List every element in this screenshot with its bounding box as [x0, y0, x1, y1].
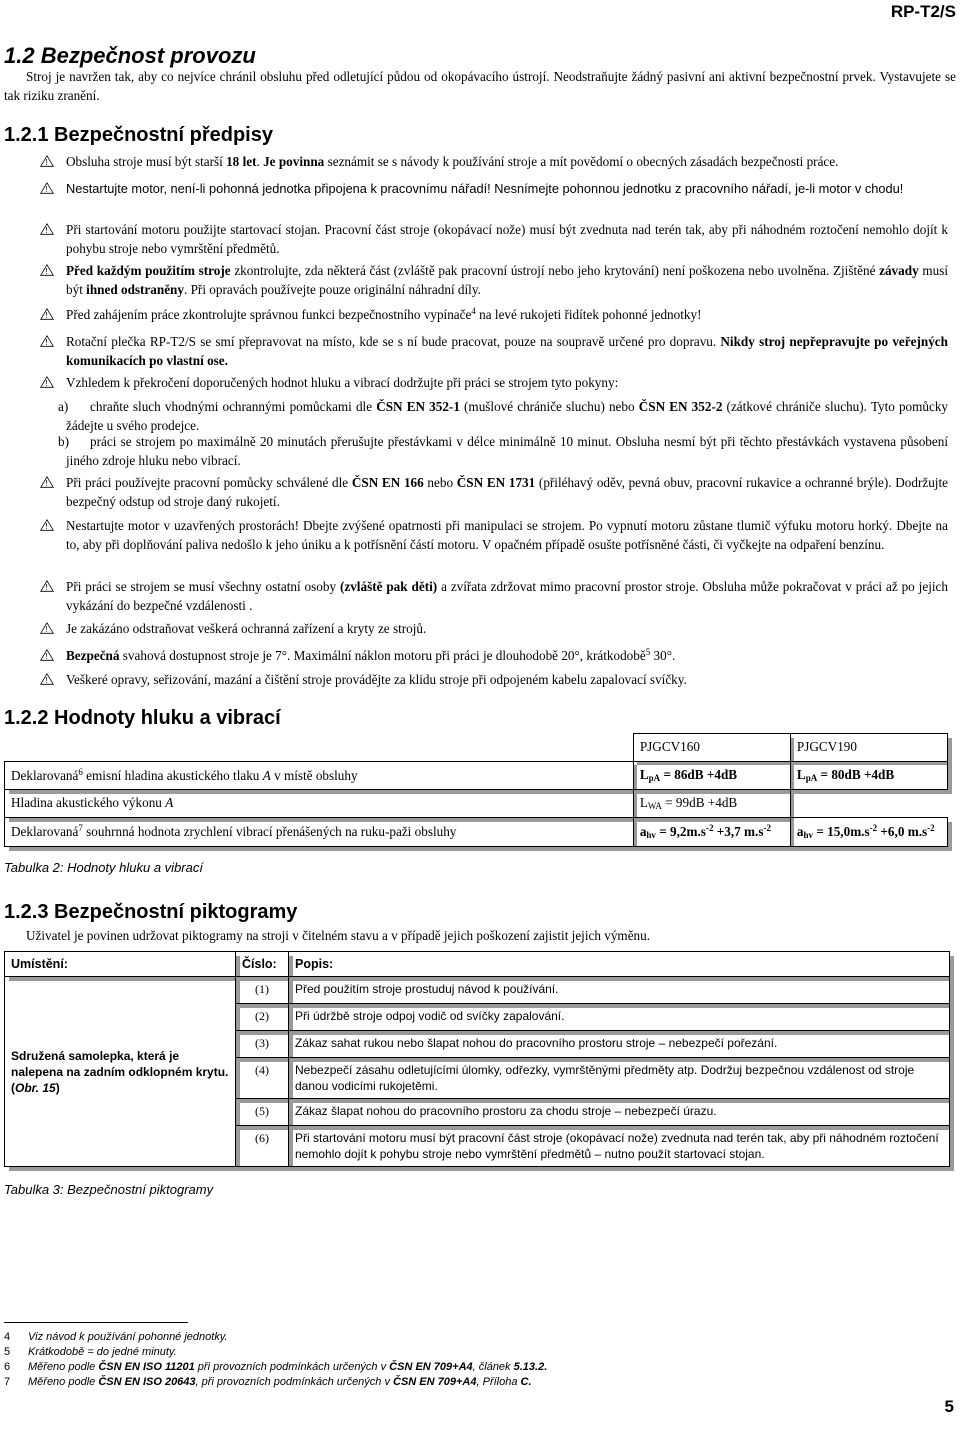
- warning-safety-switch: ! Před zahájením práce zkontrolujte správnou funkci bezpečnostního vypínače$^4$ na levé rukojeti řidítek pohonné jednotky!: [66, 305, 948, 325]
- value-vibration-190: $a_{hv} = 15,0m.s^{-2} +6,0$ $m.s^{-2}$: [790, 818, 947, 847]
- table-empty-cell: [790, 790, 947, 818]
- list-item-a: chraňte sluch vhodnými ochrannými pomůckami dle ČSN EN 352-1 (mušlové chrániče sluchu) nebo ČSN EN 352-2 (zátkové chrániče sluchu). Tyto pomůcky žádejte u svého prodejce.: [66, 399, 949, 433]
- warning-triangle-icon: [40, 223, 54, 235]
- warning-age: ! Obsluha stroje musí být starší 18 let. Je povinna seznámit se s návody k používání stroje a mít povědomí o obecných zásadách bezpečnosti práce.: [66, 153, 948, 172]
- section-heading-1-2-2: 1.2.2 Hodnoty hluku a vibrací: [4, 707, 281, 729]
- svg-text:!: !: [45, 652, 48, 661]
- section-1-2-intro: Stroj je navržen tak, aby co nejvíce chránil obsluhu před odletující půdou od okopávacího ústrojí. Neodstraňujte žádný pasivní ani aktivní bezpečnostní prvek. Vystavujete se tak riziku zranění.: [4, 69, 956, 103]
- table-row: [5, 977, 950, 1004]
- svg-text:!: !: [45, 267, 48, 276]
- value-sound-pressure-160: $L_{pA} = 86dB +4dB$: [633, 761, 790, 790]
- svg-text:!: !: [45, 522, 48, 531]
- footnote-6: 6 Měřeno podle ČSN EN ISO 11201 při provozních podmínkách určených v ČSN EN 709+A4, článek 5.13.2.: [4, 1361, 548, 1373]
- svg-text:!: !: [45, 583, 48, 592]
- warning-no-removal: ! Je zakázáno odstraňovat veškerá ochranná zařízení a kryty ze strojů.: [66, 620, 948, 639]
- row-label-sound-power: Hladina akustického výkonu A: [5, 790, 634, 818]
- table-row: [5, 790, 948, 818]
- warning-engine-start: ! Nestartujte motor, není-li pohonná jednotka připojena k pracovnímu nářadí! Nesnímejte pohonnou jednotku z pracovního nářadí, je-li motor v chodu!: [66, 180, 948, 198]
- section-heading-1-2-3: 1.2.3 Bezpečnostní piktogramy: [4, 901, 298, 923]
- warning-triangle-icon: [40, 580, 54, 592]
- pictogram-table: [4, 951, 950, 1167]
- footnote-7: 7 Měřeno podle ČSN EN ISO 20643, při provozních podmínkách určených v ČSN EN 709+A4, Příloha C.: [4, 1376, 532, 1388]
- pictogram-description: Zákaz šlapat nohou do pracovního prostoru za chodu stroje – nebezpečí úrazu.: [289, 1099, 950, 1126]
- pictogram-description: Před použitím stroje prostuduj návod k používání.: [289, 977, 950, 1004]
- pictogram-description: Zákaz sahat rukou nebo šlapat nohou do pracovního prostoru stroje – nebezpečí pořezání.: [289, 1031, 950, 1058]
- warning-triangle-icon: [40, 649, 54, 661]
- warning-protective-equipment: ! Při práci používejte pracovní pomůcky schválené dle ČSN EN 166 nebo ČSN EN 1731 (přiléhavý oděv, pevná obuv, pracovní rukavice a ochranné brýle). Dodržujte bezpečný odstup od stroje daný rukojetí.: [66, 474, 948, 511]
- column-header-description: Popis:: [289, 952, 950, 977]
- table-row: [5, 761, 948, 790]
- warning-check-before-use: ! Před každým použitím stroje zkontrolujte, zda některá část (zvláště pak pracovní ústrojí nebo jeho krytování) není poškozena nebo uvolněna. Zjištěné závady musí být ihned odstraněny. Při opravách používejte pouze originální náhradní díly.: [66, 262, 948, 299]
- warning-triangle-icon: [40, 264, 54, 276]
- row-label-sound-pressure: Deklarovaná$^6$ emisní hladina akustického tlaku A v místě obsluhy: [5, 761, 634, 790]
- svg-text:!: !: [45, 158, 48, 167]
- warning-triangle-icon: [40, 308, 54, 320]
- svg-text:!: !: [45, 479, 48, 488]
- footnote-4: 4 Viz návod k používání pohonné jednotky.: [4, 1331, 228, 1343]
- warning-triangle-icon: [40, 519, 54, 531]
- pictogram-number: (1): [236, 977, 289, 1004]
- warning-other-persons: ! Při práci se strojem se musí všechny ostatní osoby (zvláště pak děti) a zvířata zdržovat mimo pracovní prostor stroje. Obsluha může pokračovat v práci až po jejich vykázání do bezpečné vzdálenosti .: [66, 578, 948, 615]
- pictogram-number: (5): [236, 1099, 289, 1126]
- warning-triangle-icon: [40, 376, 54, 388]
- table-header-row: [5, 734, 948, 762]
- warning-triangle-icon: [40, 155, 54, 167]
- svg-text:!: !: [45, 185, 48, 194]
- warning-noise-vibration: ! Vzhledem k překročení doporučených hodnot hluku a vibrací dodržujte při práci se strojem tyto pokyny:: [66, 374, 948, 393]
- pictogram-number: (6): [236, 1126, 289, 1167]
- noise-vibration-table: [4, 733, 948, 847]
- page-number: 5: [944, 1396, 954, 1416]
- value-sound-pressure-190: $L_{pA} = 80dB +4dB$: [790, 761, 947, 790]
- value-sound-power-160: $L_{WA} = 99dB +4dB$: [633, 790, 790, 818]
- document-model-header: RP-T2/S: [890, 2, 956, 21]
- section-heading-1-2: 1.2 Bezpečnost provozu: [4, 43, 256, 68]
- warning-triangle-icon: [40, 182, 54, 194]
- warning-triangle-icon: [40, 476, 54, 488]
- pictogram-description: Při údržbě stroje odpoj vodič od svíčky zapalování.: [289, 1004, 950, 1031]
- warning-repairs: ! Veškeré opravy, seřizování, mazání a čištění stroje provádějte za klidu stroje při odpojeném kabelu zapalovací svíčky.: [66, 671, 948, 690]
- warning-closed-spaces: ! Nestartujte motor v uzavřených prostorách! Dbejte zvýšené opatrnosti při manipulaci se strojem. Po vypnutí motoru zůstane tlumič výfuku motoru horký. Dbejte na to, aby při doplňování paliva nedošlo k jeho úniku a k potřísnění částí motoru. V opačném případě osušte potřísněné části, či vyčkejte na odpaření benzínu.: [66, 517, 948, 554]
- svg-text:!: !: [45, 311, 48, 320]
- section-heading-1-2-1: 1.2.1 Bezpečnostní předpisy: [4, 124, 273, 146]
- table-row: [5, 818, 948, 847]
- svg-text:!: !: [45, 676, 48, 685]
- warning-triangle-icon: [40, 622, 54, 634]
- section-1-2-3-intro: Uživatel je povinen udržovat piktogramy na stroji v čitelném stavu a v případě jejich poškození zajistit jejich výměnu.: [26, 928, 651, 943]
- svg-text:!: !: [45, 379, 48, 388]
- footnote-divider: [4, 1322, 188, 1323]
- column-header-location: Umístění:: [5, 952, 236, 977]
- location-cell: Sdružená samolepka, která je nalepena na zadním odklopném krytu. (Obr. 15): [5, 977, 236, 1167]
- pictogram-number: (2): [236, 1004, 289, 1031]
- column-header-pjgcv190: PJGCV190: [790, 734, 947, 762]
- column-header-number: Číslo:: [236, 952, 289, 977]
- table-3-caption: Tabulka 3: Bezpečnostní piktogramy: [4, 1182, 214, 1197]
- warning-triangle-icon: [40, 673, 54, 685]
- warning-triangle-icon: [40, 335, 54, 347]
- footnote-5: 5 Krátkodobě = do jedné minuty.: [4, 1346, 177, 1358]
- pictogram-number: (3): [236, 1031, 289, 1058]
- value-vibration-160: $a_{hv} = 9,2m.s^{-2} +3,7$ $m.s^{-2}$: [633, 818, 790, 847]
- column-header-pjgcv160: PJGCV160: [633, 734, 790, 762]
- row-label-vibration: Deklarovaná$^7$ souhrnná hodnota zrychlení vibrací přenášených na ruku-paži obsluhy: [5, 818, 634, 847]
- svg-text:!: !: [45, 226, 48, 235]
- warning-transport: ! Rotační plečka RP-T2/S se smí přepravovat na místo, kde se s ní bude pracovat, pouze na soupravě určené pro dopravu. Nikdy stroj nepřepravujte po veřejných komunikacích po vlastní ose.: [66, 333, 948, 370]
- svg-text:!: !: [45, 338, 48, 347]
- svg-text:!: !: [45, 625, 48, 634]
- table-2-caption: Tabulka 2: Hodnoty hluku a vibrací: [4, 860, 203, 875]
- table-empty-cell: [5, 734, 634, 762]
- list-letter-a: a): [58, 399, 69, 414]
- warning-starting-stand: ! Při startování motoru použijte startovací stojan. Pracovní část stroje (okopávací nože) musí být zvednuta nad terén tak, aby při náhodném roztočení nemohlo dojít k pohybu stroje nebo vymrštění předmětů.: [66, 221, 948, 258]
- table-header-row: [5, 952, 950, 977]
- list-item-b: práci se strojem po maximálně 20 minutách přerušujte přestávkami v délce minimálně 10 minut. Obsluha nesmí být při těchto přestávkách vystavena působení jiného zdroje hluku nebo vibrací.: [66, 434, 948, 468]
- pictogram-description: Nebezpečí zásahu odletujícími úlomky, odřezky, vymrštěnými předměty atp. Dodržuj bezpečnou vzdálenost od stroje danou vodicími rukojetěmi.: [289, 1058, 950, 1099]
- pictogram-number: (4): [236, 1058, 289, 1099]
- warning-slope: ! Bezpečná svahová dostupnost stroje je 7°. Maximální náklon motoru při práci je dlouhodobě 20°, krátkodobě$^5$ 30°.: [66, 646, 948, 666]
- pictogram-description: Při startování motoru musí být pracovní část stroje (okopávací nože) zvednuta nad terén tak, aby při náhodném roztočení nemohlo dojít k pohybu stroje nebo vymrštění předmětů – nutno použít startovací stojan.: [289, 1126, 950, 1167]
- list-letter-b: b): [58, 434, 69, 449]
